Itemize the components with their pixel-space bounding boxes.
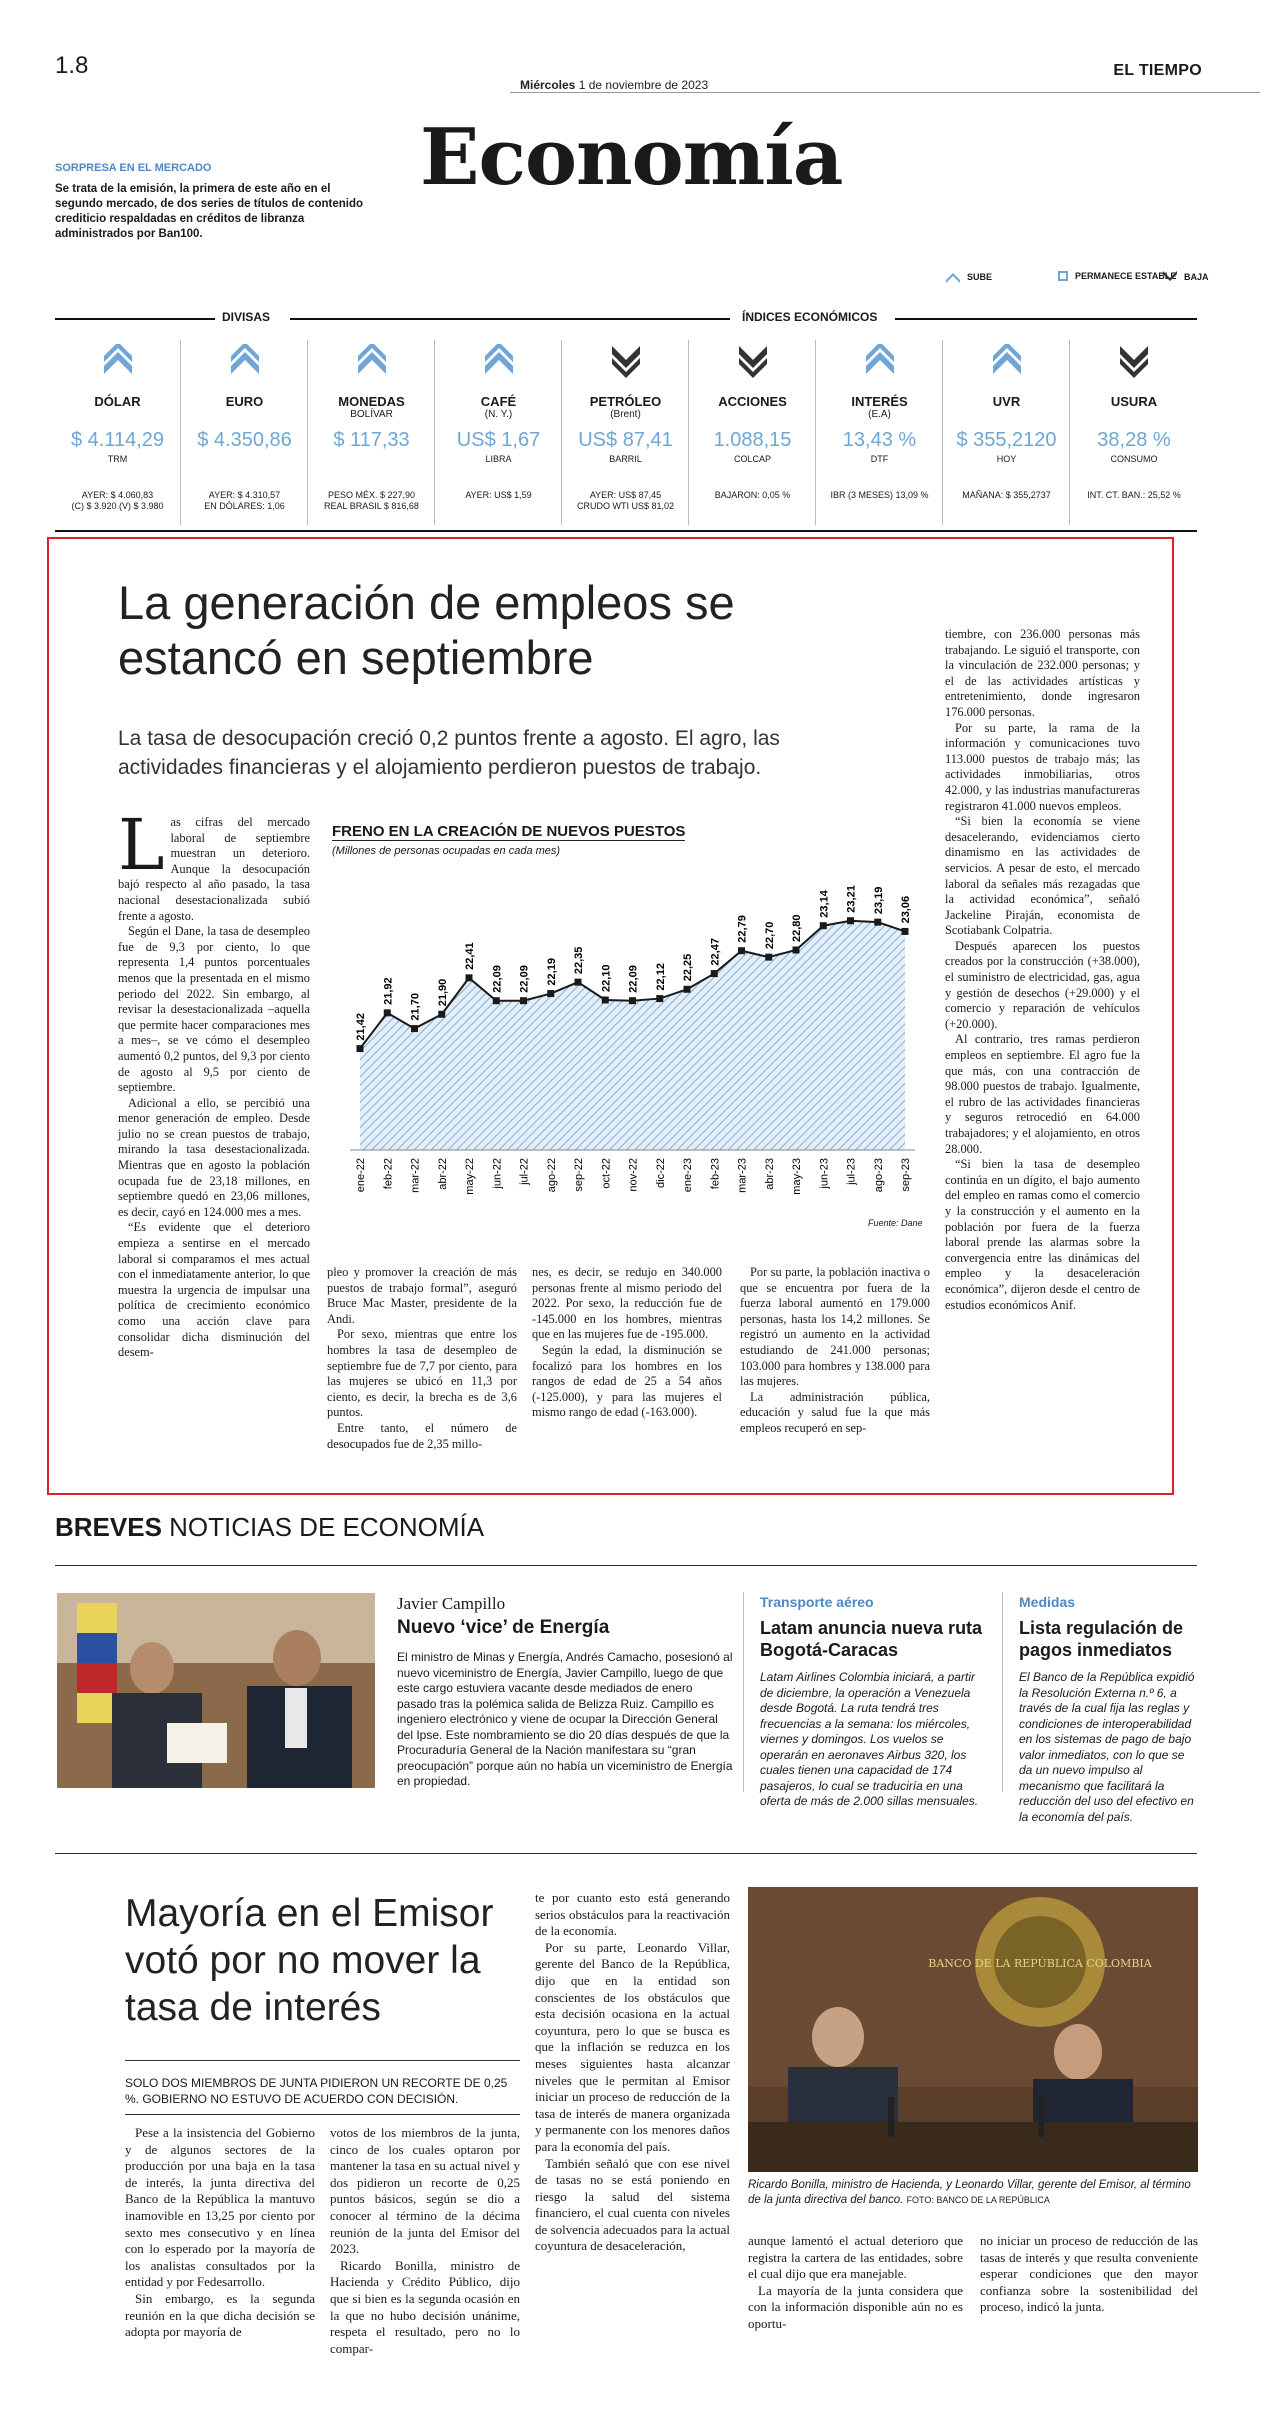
chart-data-label: 23,21 xyxy=(845,885,858,913)
brief-3-kicker: Medidas xyxy=(1019,1594,1076,1610)
article2-column-4 xyxy=(748,2233,963,2333)
article-column-5 xyxy=(945,627,1140,1313)
caption-text: Ricardo Bonilla, ministro de Hacienda, y Leonardo Villar, gerente del Emisor, al término de la junta directiva del banco. xyxy=(748,2179,1191,2206)
chart-point xyxy=(602,997,609,1004)
divisas-label: DIVISAS xyxy=(222,310,271,324)
article2-column-5 xyxy=(980,2233,1198,2316)
chart-data-label: 23,06 xyxy=(900,895,912,924)
indicator-label: CONSUMO xyxy=(1110,454,1158,464)
brief-divider xyxy=(1002,1592,1003,1792)
trend-up-icon xyxy=(102,344,134,380)
trend-up-icon xyxy=(356,344,388,380)
article-column-2 xyxy=(327,1265,517,1452)
indicator-footer-line: MAÑANA: $ 355,2737 xyxy=(962,490,1051,500)
indicator-footer-line: AYER: US$ 87,45 xyxy=(589,490,662,500)
chart-data-label: 22,35 xyxy=(573,946,585,975)
indicator-footer-line: (C) $ 3.920 (V) $ 3.980 xyxy=(71,501,164,511)
chart-tick-label: ene-22 xyxy=(355,1158,367,1193)
chart-tick-label: abr-22 xyxy=(436,1158,449,1190)
chart-tick-label: nov-22 xyxy=(627,1158,640,1192)
photo-credit: FOTO: BANCO DE LA REPÚBLICA xyxy=(906,2195,1050,2205)
seal-text: BANCO DE LA REPÚBLICA COLOMBIA xyxy=(928,1957,1152,1970)
indicator-value: US$ 87,41 xyxy=(578,429,673,451)
date-weekday: Miércoles xyxy=(520,78,576,92)
article-deck: La tasa de desocupación creció 0,2 puntos frente a agosto. El agro, las actividades financieras y el alojamiento perdieron puestos de trabajo. xyxy=(118,727,780,779)
article2-column-1 xyxy=(125,2125,315,2341)
brief-2-text: Latam Airlines Colombia iniciará, a partir de diciembre, la operación a Venezuela desde Bogotá. La ruta tendrá tres frecuencias a la semana: los miércoles, viernes y domingos. Los vuelos se operarán en aeronaves Airbus 320, los cuales tienen una capacidad de 174 pasajeros, lo cual se traduciría en una oferta de más de 2.000 sillas mensuales. xyxy=(760,1670,979,1808)
paragraph: “Si bien la tasa de desempleo continúa en un dígito, el bajo aumento del empleo en ramas como el comercio y la construcción y el aumento en la población por fuera de la fuerza laboral prende las alarmas sobre la convergencia entre las dinámicas del empleo y la desaceleración económica”, dijeron desde el centro de estudios económicos Anif. xyxy=(945,1157,1140,1312)
indicator-footer xyxy=(817,490,942,501)
indicator-sub xyxy=(55,409,180,421)
chart-point xyxy=(438,1011,445,1018)
chart-point xyxy=(466,974,473,981)
paragraph: La administración pública, educación y salud fue la que más empleos recuperó en sep- xyxy=(740,1389,930,1435)
paragraph: Pese a la insistencia del Gobierno y de algunos sectores de la producción por una baja en la tasa de interés, la junta directiva del Banco de la República la mantuvo inamovible en 13,25 por ciento por sexto mes consecutivo y en línea con lo esperado por la mayoría de los analistas consultados por la entidad y por Fedesarrollo. xyxy=(125,2125,315,2290)
paragraph: “Si bien la economía se viene desacelerando, evidenciamos cierto dinamismo en las actividades de servicios. A pesar de esto, el mercado laboral da señales más rezagadas que la actividad económica”, señaló Jackeline Piraján, economista de Scotiabank Colpatria. xyxy=(945,814,1140,938)
paragraph: aunque lamentó el actual deterioro que registra la cartera de las entidades, sobre el cual dijo que era manejable. xyxy=(748,2233,963,2282)
paragraph: Por sexo, mientras que entre los hombres la tasa de desempleo de septiembre fue de 7,7 por ciento, para las mujeres se ubicó en 11,3 por ciento, es decir, la brecha es de 3,6 puntos. xyxy=(327,1327,517,1420)
arrow-down-icon xyxy=(1162,270,1178,284)
chart-tick-label: mar-23 xyxy=(736,1158,749,1193)
article-column-4 xyxy=(740,1265,930,1437)
chart-tick-label: feb-23 xyxy=(709,1158,722,1190)
article2-column-2 xyxy=(330,2125,520,2357)
photo-caption xyxy=(748,2178,1198,2208)
indicator-value: $ 117,33 xyxy=(333,429,410,451)
chart-tick-label: mar-22 xyxy=(409,1158,422,1193)
indicator-sub xyxy=(182,409,307,421)
brief-1-headline: Nuevo ‘vice’ de Energía xyxy=(397,1617,610,1638)
indicator-name: MONEDAS xyxy=(338,394,405,409)
indicator-footer-line: AYER: $ 4.310,57 xyxy=(208,490,281,500)
chart-point xyxy=(493,997,500,1004)
indicator-6 xyxy=(817,340,943,525)
chart-data-label: 22,80 xyxy=(791,914,803,942)
chart-point xyxy=(902,928,909,935)
indicator-label: COLCAP xyxy=(733,454,771,464)
chart-point xyxy=(520,997,527,1004)
paragraph: “Es evidente que el deterioro empieza a sentirse en el mercado laboral si comparamos el mes actual con el inmediatamente anterior, lo que muestra la urgencia de impulsar una política de crecimiento económico como una acción clave para consolidar dicha disminución del desem- xyxy=(118,1220,310,1360)
chart-point xyxy=(357,1045,364,1052)
paragraph: Después aparecen los puestos creados por la construcción (+38.000), el suministro de electricidad, gas, agua y gestión de desechos (+29.000) y el comercio y reparación de vehículos (+20.000). xyxy=(945,938,1140,1031)
section-title: Economía xyxy=(420,112,843,203)
indicator-footer-line: EN DÓLARES: 1,06 xyxy=(204,501,285,511)
chart-tick-label: may-23 xyxy=(791,1158,803,1195)
chart-subtitle: (Millones de personas ocupadas en cada mes) xyxy=(332,845,561,857)
sidebar-kicker-text: Se trata de la emisión, la primera de este año en el segundo mercado, de dos series de títulos de contenido crediticio respaldadas en créditos de libranza administrados por Ban100. xyxy=(55,183,364,240)
indicator-1 xyxy=(182,340,308,525)
chart-data-label: 22,12 xyxy=(654,963,667,991)
dateline xyxy=(520,78,708,92)
indicator-name: USURA xyxy=(1110,394,1158,409)
indicator-footer-line: AYER: US$ 1,59 xyxy=(465,490,532,500)
trend-down-icon xyxy=(737,344,769,380)
brief-3-text: El Banco de la República expidió la Resolución Externa n.º 6, a través de la cual fija las reglas y condiciones de interoperabilidad en los sistemas de pago de bajo valor inmediatos, con lo que se da un nuevo impulso al mecanismo que facilitará la reducción del uso del efectivo en la economía del país. xyxy=(1019,1670,1195,1824)
chart-data-label: 21,92 xyxy=(382,977,395,1005)
indicator-value: 38,28 % xyxy=(1097,429,1171,451)
indicator-footer xyxy=(55,490,180,512)
indicator-footer xyxy=(182,490,307,512)
paragraph: Por su parte, Leonardo Villar, gerente del Banco de la República, dijo que en la entidad son conscientes de los obstáculos que esta decisión ocasiona en la actual coyuntura, pero lo que se busca es que la inflación se reduzca en los meses siguientes hasta alcanzar niveles que le permitan al Emisor iniciar un proceso de reducción de la tasa de interés de manera organizada y permanente con los menores daños para la economía del país. xyxy=(535,1939,730,2154)
chart-data-label: 22,09 xyxy=(627,965,640,993)
indicator-footer xyxy=(690,490,815,501)
article-column-3 xyxy=(532,1265,722,1421)
indicator-name: CAFÉ xyxy=(480,394,517,409)
legend-down xyxy=(1162,270,1209,284)
brief-1-kicker: Javier Campillo xyxy=(397,1594,506,1613)
paragraph: Según la edad, la disminución se focalizó para los hombres en los rangos de edad de 25 a 54 años (-125.000), y para las mujeres el mismo rango de edad (-163.000). xyxy=(532,1342,722,1420)
employment-chart xyxy=(330,860,925,1220)
indicator-label: BARRIL xyxy=(609,454,642,464)
square-stable-icon xyxy=(1057,270,1069,282)
chart-tick-label: ago-23 xyxy=(872,1158,885,1193)
indicator-4 xyxy=(563,340,689,525)
chart-point xyxy=(656,995,663,1002)
indicator-sub: (N. Y.) xyxy=(484,409,513,420)
indicator-value: $ 4.350,86 xyxy=(197,429,292,451)
date-rest: 1 de noviembre de 2023 xyxy=(578,78,709,92)
paragraph: Ricardo Bonilla, ministro de Hacienda y Crédito Público, dijo que si bien es la segunda ocasión en la que no hubo decisión unánime, respeta el resultado, pero no lo compar- xyxy=(330,2257,520,2356)
indicator-label: DTF xyxy=(870,454,889,464)
indicator-footer xyxy=(436,490,561,501)
chart-tick-label: jul-23 xyxy=(845,1158,858,1185)
indicator-label: TRM xyxy=(107,454,128,464)
indicator-footer-line: PESO MÉX. $ 227,90 xyxy=(327,490,416,500)
indicator-0 xyxy=(55,340,181,525)
paragraph: Por su parte, la población inactiva o que se encuentra por fuera de la fuerza laboral aumentó en 179.000 personas, hasta los 14,2 millones. Se registró un aumento en la actividad estudiando de 241.000 personas; 103.000 para hombres y 138.000 para las mujeres. xyxy=(740,1265,930,1389)
brief-2-headline: Latam anuncia nueva ruta Bogotá-Caracas xyxy=(760,1618,983,1660)
chart-data-label: 23,14 xyxy=(818,890,831,918)
brief-3-headline: Lista regulación de pagos inmediatos xyxy=(1019,1618,1184,1660)
paragraph: También señaló que con ese nivel de tasas no se está poniendo en riesgo la salud del sistema financiero, el cual cuenta con niveles de solvencia adecuados para la actual coyuntura de desaceleración, xyxy=(535,2155,730,2254)
brief-2-kicker: Transporte aéreo xyxy=(760,1594,874,1610)
chart-tick-label: sep-22 xyxy=(573,1158,585,1192)
paragraph: no iniciar un proceso de reducción de las tasas de interés y que resulta conveniente esperar condiciones que den mayor confianza sobre la sostenibilidad del proceso, indicó la junta. xyxy=(980,2233,1198,2315)
chart-tick-label: sep-23 xyxy=(900,1158,912,1192)
paragraph: Adicional a ello, se percibió una menor generación de empleo. Desde julio no se crean puestos de trabajo, mirando la tasa desestacionalizada. Mientras que en agosto la población ocupada fue de 23,18 millones, en septiembre quedó en 23,06 millones, es decir, cayó en 124.000 mes a mes. xyxy=(118,1095,310,1219)
arrow-up-icon xyxy=(945,270,961,284)
indicator-name: UVR xyxy=(992,394,1021,409)
paragraph: Sin embargo, es la segunda reunión en la que dicha decisión se adopta por mayoría de xyxy=(125,2290,315,2340)
paragraph: te por cuanto esto está generando serios obstáculos para la reactivación de la economía. xyxy=(535,1890,730,1939)
indicator-name: PETRÓLEO xyxy=(589,394,662,409)
article-lead: as cifras del mercado laboral de septiembre muestran un deterioro. Aunque la desocupación bajó respecto al año pasado, la tasa nacional desestacionalizada subió frente a agosto. xyxy=(118,815,310,923)
chart-data-label: 22,79 xyxy=(736,915,749,943)
chart-point xyxy=(629,997,636,1004)
chart-title: FRENO EN LA CREACIÓN DE NUEVOS PUESTOS xyxy=(332,823,686,840)
indicator-value: 13,43 % xyxy=(842,429,917,451)
article-column-1 xyxy=(118,804,310,1361)
indicator-7 xyxy=(944,340,1070,525)
chart-data-label: 22,09 xyxy=(518,965,531,993)
trend-down-icon xyxy=(1118,344,1150,380)
chart-point xyxy=(547,990,554,997)
chart-point xyxy=(384,1009,391,1016)
indicator-2 xyxy=(309,340,435,525)
chart-data-label: 22,19 xyxy=(545,958,558,986)
indicators-bottom-rule xyxy=(55,530,1197,532)
chart-point xyxy=(575,979,582,986)
chart-tick-label: may-22 xyxy=(464,1158,476,1195)
chart-point xyxy=(765,954,772,961)
divisas-rule-right xyxy=(290,318,730,320)
header-divider xyxy=(510,92,1260,93)
paragraph: nes, es decir, se redujo en 340.000 personas frente al mismo periodo del 2022. Por sexo, la reducción fue de -145.000 en los hombres, mientras que en las mujeres fue de -195.000. xyxy=(532,1265,722,1342)
chart-data-label: 22,25 xyxy=(682,953,694,982)
indicator-footer xyxy=(309,490,434,512)
indicator-footer-line: INT. CT. BAN.: 25,52 % xyxy=(1087,490,1181,500)
chart-point xyxy=(684,986,691,993)
paragraph: La mayoría de la junta considera que con la información disponible aún no es oportu- xyxy=(748,2282,963,2331)
chart-data-label: 22,70 xyxy=(763,921,776,950)
divisas-rule-left xyxy=(55,318,215,320)
summary-rule-top xyxy=(125,2060,520,2061)
legend-down-label: BAJA xyxy=(1184,272,1209,282)
indicator-label: LIBRA xyxy=(485,454,512,464)
chart-tick-label: jul-22 xyxy=(518,1158,531,1185)
legend-stable xyxy=(1057,270,1176,282)
breves-header xyxy=(55,1512,484,1543)
chart-point xyxy=(411,1025,418,1032)
chart-source: Fuente: Dane xyxy=(868,1218,923,1228)
indicator-value: $ 4.114,29 xyxy=(70,429,165,451)
chart-point xyxy=(874,919,881,926)
paragraph: Por su parte, la rama de la información y comunicaciones tuvo 113.000 puestos de trabajo más; las actividades inmobiliarias, otros 42.000, y las industrias manufactureras registraron 41.000 nuevos empleos. xyxy=(945,720,1140,813)
breves-rule xyxy=(55,1565,1197,1566)
indicator-sub: (Brent) xyxy=(610,409,641,420)
trend-up-icon xyxy=(864,344,896,380)
chart-tick-label: ago-22 xyxy=(545,1158,558,1193)
paragraph: votos de los miembros de la junta, cinco de los cuales optaron por mantener la tasa en su actual nivel y dos pidieron un recorte de 0,25 puntos básicos, según se dio a conocer al término de la décima reunión de la junta del Emisor del 2023. xyxy=(330,2125,520,2257)
chart-data-label: 22,09 xyxy=(491,965,504,993)
trend-down-icon xyxy=(610,344,642,380)
indicator-footer-line: CRUDO WTI US$ 81,02 xyxy=(576,501,675,511)
legend-up-label: SUBE xyxy=(967,272,993,282)
chart-tick-label: ene-23 xyxy=(682,1158,694,1193)
indicator-footer-line: AYER: $ 4.060,83 xyxy=(81,490,154,500)
section-rule xyxy=(55,1853,1197,1854)
article2-summary: SOLO DOS MIEMBROS DE JUNTA PIDIERON UN RECORTE DE 0,25 %. GOBIERNO NO ESTUVO DE ACUERDO CON DECISIÓN. xyxy=(125,2076,508,2106)
paragraph: Según el Dane, la tasa de desempleo fue de 9,3 por ciento, lo que representa 1,4 puntos porcentuales menos que la presentada en el mismo periodo del 2022. Sin embargo, al revisar la desestacionalizada –aquella que permite hacer comparaciones mes a mes–, se ve cómo el desempleo aumentó 0,2 puntos, del 9,3 por ciento de agosto al 9,5 por ciento de septiembre. xyxy=(118,924,310,1095)
chart-data-label: 22,47 xyxy=(709,938,722,966)
dropcap: L xyxy=(118,804,165,886)
chart-area xyxy=(360,921,905,1150)
chart-data-label: 22,41 xyxy=(464,942,476,970)
breves-title-rest: NOTICIAS DE ECONOMÍA xyxy=(169,1512,485,1542)
paragraph: Al contrario, tres ramas perdieron empleos en septiembre. El agro fue la que más, con una contracción de 98.000 puestos de trabajo. Igualmente, el rubro de las actividades financieras y seguros retrocedió en 64.000 trabajadores; y el alojamiento, en otros 28.000. xyxy=(945,1032,1140,1156)
indicator-name: EURO xyxy=(225,394,264,409)
photo-campillo xyxy=(57,1593,375,1788)
chart-data-label: 21,42 xyxy=(355,1013,367,1041)
legend-stable-label: PERMANECE ESTABLE xyxy=(1075,271,1177,281)
indicator-label: HOY xyxy=(996,454,1017,464)
article-headline: La generación de empleos se estancó en septiembre xyxy=(118,576,735,684)
paragraph: Entre tanto, el número de desocupados fue de 2,35 millo- xyxy=(327,1420,517,1451)
trend-up-icon xyxy=(229,344,261,380)
indicator-8 xyxy=(1071,340,1197,525)
chart-point xyxy=(793,947,800,954)
breves-title-bold: BREVES xyxy=(55,1512,162,1542)
indicator-footer xyxy=(563,490,688,512)
indicator-footer-line: IBR (3 MESES) 13,09 % xyxy=(830,490,929,500)
indicator-footer xyxy=(1071,490,1197,501)
chart-point xyxy=(820,922,827,929)
article2-column-3 xyxy=(535,1890,730,2255)
indicator-sub: BOLÍVAR xyxy=(350,409,393,420)
brief-divider xyxy=(743,1592,744,1792)
chart-data-label: 21,90 xyxy=(436,978,449,1007)
chart-point xyxy=(847,917,854,924)
chart-tick-label: jun-23 xyxy=(818,1158,831,1189)
indicator-value: 1.088,15 xyxy=(713,429,792,451)
chart-tick-label: feb-22 xyxy=(382,1158,395,1190)
chart-data-label: 23,19 xyxy=(872,886,885,915)
indicator-5 xyxy=(690,340,816,525)
indicator-name: DÓLAR xyxy=(94,394,141,409)
indicator-sub: (E.A) xyxy=(868,409,891,420)
indicator-value: US$ 1,67 xyxy=(456,429,541,451)
chart-tick-label: oct-22 xyxy=(600,1158,613,1189)
indicator-sub xyxy=(1071,409,1197,421)
chart-data-label: 22,10 xyxy=(600,964,613,992)
indicator-name: ACCIONES xyxy=(718,394,787,409)
indicator-sub xyxy=(690,409,815,421)
indicator-footer-line: BAJARON: 0,05 % xyxy=(714,490,791,500)
chart-point xyxy=(738,947,745,954)
indices-rule xyxy=(895,318,1197,320)
indicator-footer-line: REAL BRASIL $ 816,68 xyxy=(324,501,419,511)
trend-up-icon xyxy=(483,344,515,380)
indicator-sub xyxy=(944,409,1069,421)
brand-logo: EL TIEMPO xyxy=(1113,62,1202,79)
summary-rule-bottom xyxy=(125,2114,520,2115)
sidebar-kicker: SORPRESA EN EL MERCADO xyxy=(55,162,212,174)
chart-tick-label: jun-22 xyxy=(491,1158,504,1189)
indicator-name: INTERÉS xyxy=(851,394,908,409)
indicator-value: $ 355,2120 xyxy=(956,429,1057,451)
indicator-footer xyxy=(944,490,1069,501)
chart-data-label: 21,70 xyxy=(409,993,422,1021)
article2-headline: Mayoría en el Emisor votó por no mover la tasa de interés xyxy=(125,1892,494,2029)
paragraph: pleo y promover la creación de más puestos de trabajo formal”, aseguró Bruce Mac Master, presidente de la Andi. xyxy=(327,1265,517,1326)
indicator-3 xyxy=(436,340,562,525)
page-number: 1.8 xyxy=(55,52,89,79)
chart-point xyxy=(711,970,718,977)
indices-label: ÍNDICES ECONÓMICOS xyxy=(742,310,878,324)
photo-emisor xyxy=(748,1887,1198,2172)
paragraph: tiembre, con 236.000 personas más trabajando. Le siguió el transporte, con la vinculación de 232.000 personas; y el de las actividades artísticas y entretenimiento, donde ingresaron 176.000 personas. xyxy=(945,627,1140,719)
chart-tick-label: abr-23 xyxy=(763,1158,776,1190)
trend-up-icon xyxy=(991,344,1023,380)
chart-tick-label: dic-22 xyxy=(654,1158,667,1188)
brief-1-text: El ministro de Minas y Energía, Andrés Camacho, posesionó al nuevo viceministro de Energía, Javier Campillo, luego de que este cargo estuviera vacante desde mediados de enero pasado tras la polémica salida de Belizza Ruiz. Campillo es ingeniero electrónico y viene de ocupar la Dirección General del Ipse. Este nombramiento se dio 20 días después de que la Procuraduría General de la Nación manifestara su “gran preocupación” porque aún no había un viceministro de Energía en propiedad. xyxy=(397,1650,733,1788)
legend-up xyxy=(945,270,992,284)
